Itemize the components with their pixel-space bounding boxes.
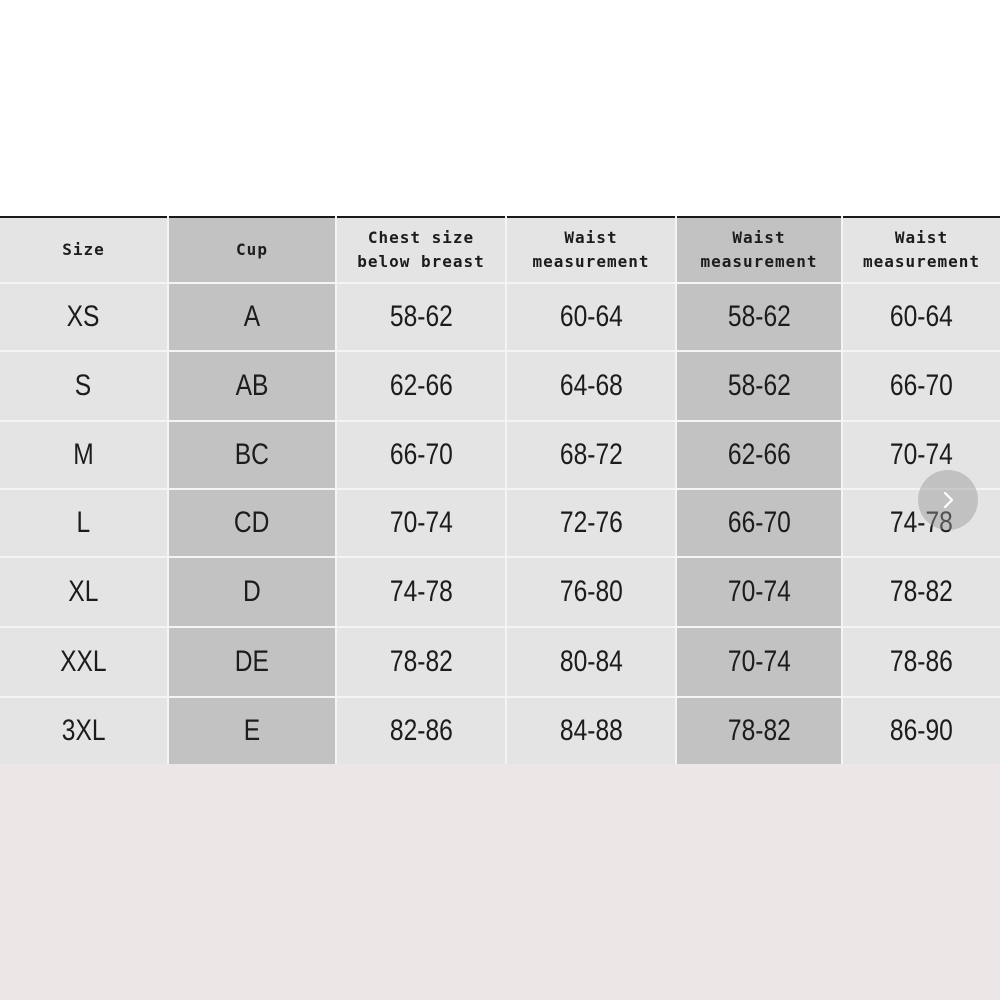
cell-chest: 82-86 xyxy=(336,697,506,765)
header-waist-3: Waist measurement xyxy=(842,217,1000,283)
cell-chest: 58-62 xyxy=(336,283,506,351)
cell-size: XL xyxy=(0,557,168,627)
size-chart-table xyxy=(0,216,1000,767)
table-row xyxy=(0,557,1000,627)
cell-waist-1: 64-68 xyxy=(506,351,676,421)
cell-cup: CD xyxy=(168,489,336,557)
table-row xyxy=(0,489,1000,557)
header-waist-2: Waist measurement xyxy=(676,217,842,283)
cell-size: L xyxy=(0,489,168,557)
cell-waist-3: 74-78 xyxy=(842,489,1000,557)
cell-waist-2: 58-62 xyxy=(676,351,842,421)
cell-waist-2: 58-62 xyxy=(676,283,842,351)
cell-chest: 78-82 xyxy=(336,627,506,697)
header-chest-size: Chest size below breast xyxy=(336,217,506,283)
table-row xyxy=(0,283,1000,351)
cell-size: XS xyxy=(0,283,168,351)
cell-waist-1: 80-84 xyxy=(506,627,676,697)
cell-waist-1: 84-88 xyxy=(506,697,676,765)
cell-size: 3XL xyxy=(0,697,168,765)
table-row xyxy=(0,351,1000,421)
cell-waist-1: 68-72 xyxy=(506,421,676,489)
header-row xyxy=(0,217,1000,283)
cell-cup: AB xyxy=(168,351,336,421)
header-waist-1: Waist measurement xyxy=(506,217,676,283)
cell-cup: A xyxy=(168,283,336,351)
table-row xyxy=(0,697,1000,765)
header-size: Size xyxy=(0,217,168,283)
cell-waist-1: 72-76 xyxy=(506,489,676,557)
cell-waist-2: 70-74 xyxy=(676,557,842,627)
cell-chest: 74-78 xyxy=(336,557,506,627)
chevron-right-icon xyxy=(937,489,959,511)
cell-waist-3: 66-70 xyxy=(842,351,1000,421)
cell-waist-2: 66-70 xyxy=(676,489,842,557)
cell-cup: BC xyxy=(168,421,336,489)
cell-chest: 70-74 xyxy=(336,489,506,557)
cell-chest: 66-70 xyxy=(336,421,506,489)
cell-cup: D xyxy=(168,557,336,627)
table-row xyxy=(0,421,1000,489)
cell-size: M xyxy=(0,421,168,489)
cell-chest: 62-66 xyxy=(336,351,506,421)
table-row xyxy=(0,627,1000,697)
cell-size: XXL xyxy=(0,627,168,697)
cell-waist-1: 76-80 xyxy=(506,557,676,627)
cell-waist-2: 70-74 xyxy=(676,627,842,697)
cell-cup: DE xyxy=(168,627,336,697)
cell-waist-3: 78-82 xyxy=(842,557,1000,627)
bottom-background xyxy=(0,764,1000,1000)
cell-waist-3: 78-86 xyxy=(842,627,1000,697)
next-image-button[interactable] xyxy=(918,470,978,530)
cell-waist-3: 86-90 xyxy=(842,697,1000,765)
cell-waist-2: 78-82 xyxy=(676,697,842,765)
cell-size: S xyxy=(0,351,168,421)
cell-waist-2: 62-66 xyxy=(676,421,842,489)
cell-cup: E xyxy=(168,697,336,765)
cell-waist-3: 60-64 xyxy=(842,283,1000,351)
cell-waist-1: 60-64 xyxy=(506,283,676,351)
header-cup: Cup xyxy=(168,217,336,283)
cell-waist-3: 70-74 xyxy=(842,421,1000,489)
